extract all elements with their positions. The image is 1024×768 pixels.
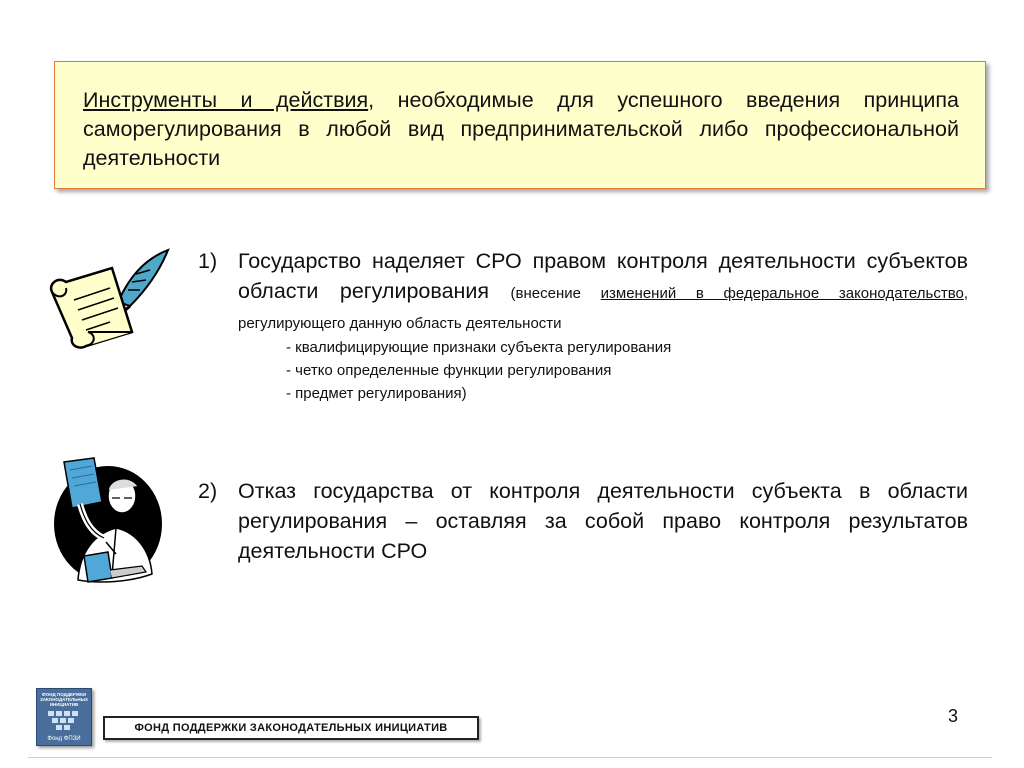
sub-item: - предмет регулирования) [286,385,467,402]
item-body: Отказ государства от контроля деятельности субъекта в области регулирования – оставляя за собой право контроля результатов деятельности СРО [238,479,968,563]
item-main-text: Государство наделяет СРО правом контроля деятельности субъектов области регулирования [238,249,968,303]
item-1 [198,246,968,405]
fund-logo [36,688,92,746]
item-note-link: изменений в федеральное законодательство [600,285,964,302]
item-number: 2) [198,479,218,503]
header-underlined: Инструменты и действия [83,88,369,112]
scroll-quill-icon [40,240,180,355]
header-text [83,86,959,173]
header-rest: , необходимые для успешного введения принципа саморегулирования в любой вид предпринимательской либо профессиональной деятельности [83,88,959,170]
logo-caption: Фонд ФПЗИ [47,736,81,742]
fund-name-box [103,716,479,740]
item-2 [198,476,968,566]
item-note-rest: , регулирующего данную область деятельности [238,285,969,332]
item-number: 1) [198,249,218,273]
header-box [54,61,986,189]
fund-name: ФОНД ПОДДЕРЖКИ ЗАКОНОДАТЕЛЬНЫХ ИНИЦИАТИВ [134,722,448,734]
sub-item: - четко определенные функции регулирования [286,362,612,379]
footer-divider [28,757,992,758]
sub-item: - квалифицирующие признаки субъекта регулирования [286,339,672,356]
item-body [238,246,968,336]
item-note-open: (внесение [510,285,601,302]
logo-title: ФОНД ПОДДЕРЖКИ ЗАКОНОДАТЕЛЬНЫХ ИНИЦИАТИВ [39,692,89,707]
page-number: 3 [948,706,959,726]
scientist-document-icon [50,456,166,584]
